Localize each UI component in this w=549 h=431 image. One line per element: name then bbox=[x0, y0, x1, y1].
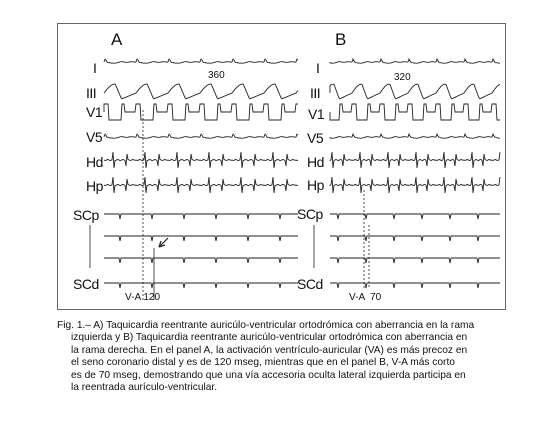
panel-b-lead-scd: SCd bbox=[297, 276, 323, 292]
panel-a-lead-hp: Hp bbox=[86, 178, 103, 194]
panel-a-lead-i: I bbox=[93, 60, 97, 76]
caption-line: el seno coronario distal y es de 120 mseg, mientras que en el panel B, V-A más corto bbox=[71, 357, 455, 369]
panel-a-lead-scd-trace bbox=[104, 283, 298, 288]
panel-b-lead-v1-trace bbox=[330, 104, 500, 120]
panel-a-lead-scp2-trace bbox=[104, 236, 298, 241]
panel-b-lead-hd-trace bbox=[330, 152, 500, 168]
figure-caption bbox=[57, 320, 507, 394]
panel-a-lead-scd1-trace bbox=[104, 258, 298, 263]
panel-a-lead-hd: Hd bbox=[86, 154, 103, 170]
panel-b-lead-v5-trace bbox=[330, 134, 500, 138]
panel-b-lead-iii: III bbox=[310, 85, 321, 101]
panel-b-lead-hp: Hp bbox=[307, 177, 324, 193]
panel-a-lead-iii: III bbox=[86, 85, 97, 101]
caption-line: la rama derecha. En el panel A, la activación ventrículo-auricular (VA) es más precoz en bbox=[71, 344, 468, 356]
panel-b-lead-v5: V5 bbox=[307, 130, 324, 146]
panel-a-lead-hp-trace bbox=[104, 177, 298, 193]
panel-b-lead-scd-trace bbox=[330, 283, 500, 288]
panel-a-va-interval: V-A 120 bbox=[125, 292, 161, 303]
panel-a-lead-v1: V1 bbox=[86, 104, 103, 120]
caption-line: la reentrada aurículo-ventricular. bbox=[71, 382, 218, 394]
panel-a-lead-hd-trace bbox=[104, 152, 298, 168]
panel-b-cycle-length: 320 bbox=[394, 72, 411, 83]
panel-a-lead-iii-trace bbox=[104, 84, 298, 99]
panel-b-lead-scp-trace bbox=[330, 214, 500, 219]
panel-a-lead-v5: V5 bbox=[86, 129, 103, 145]
panel-b-label: B bbox=[335, 30, 347, 49]
panel-b-lead-scp2-trace bbox=[330, 236, 500, 241]
panel-a-lead-v5-trace bbox=[104, 134, 298, 138]
panel-b-lead-scp: SCp bbox=[297, 206, 323, 222]
panel-a-label: A bbox=[111, 30, 123, 49]
panel-b-lead-hp-trace bbox=[330, 177, 500, 193]
panel-a-lead-scd: SCd bbox=[73, 276, 99, 292]
panel-b-lead-iii-trace bbox=[330, 84, 500, 99]
panel-b-lead-hd: Hd bbox=[307, 154, 324, 170]
caption-line: Fig. 1.– A) Taquicardia reentrante auricúlo-ventricular ortodrómica con aberrancia en la rama bbox=[57, 320, 475, 331]
panel-b-lead-i: I bbox=[316, 60, 320, 76]
panel-b-lead-scd1-trace bbox=[330, 258, 500, 263]
panel-a-lead-scp: SCp bbox=[73, 207, 99, 223]
panel-b-lead-i-trace bbox=[330, 59, 500, 63]
panel-a-lead-v1-trace bbox=[104, 104, 298, 120]
panel-a-cycle-length: 360 bbox=[208, 70, 225, 81]
panel-b-va-interval: V-A 70 bbox=[349, 292, 382, 303]
caption-line: es de 70 mseg, demostrando que una vía accesoria oculta lateral izquierda participa en bbox=[71, 369, 466, 381]
panel-a-lead-scp-trace bbox=[104, 214, 298, 219]
panel-b-lead-v1: V1 bbox=[308, 106, 325, 122]
panel-a-lead-i-trace bbox=[104, 59, 298, 63]
caption-line: izquierda y B) Taquicardia reentrante auricúlo-ventricular ortodrómica con aberrancia en bbox=[71, 332, 468, 344]
